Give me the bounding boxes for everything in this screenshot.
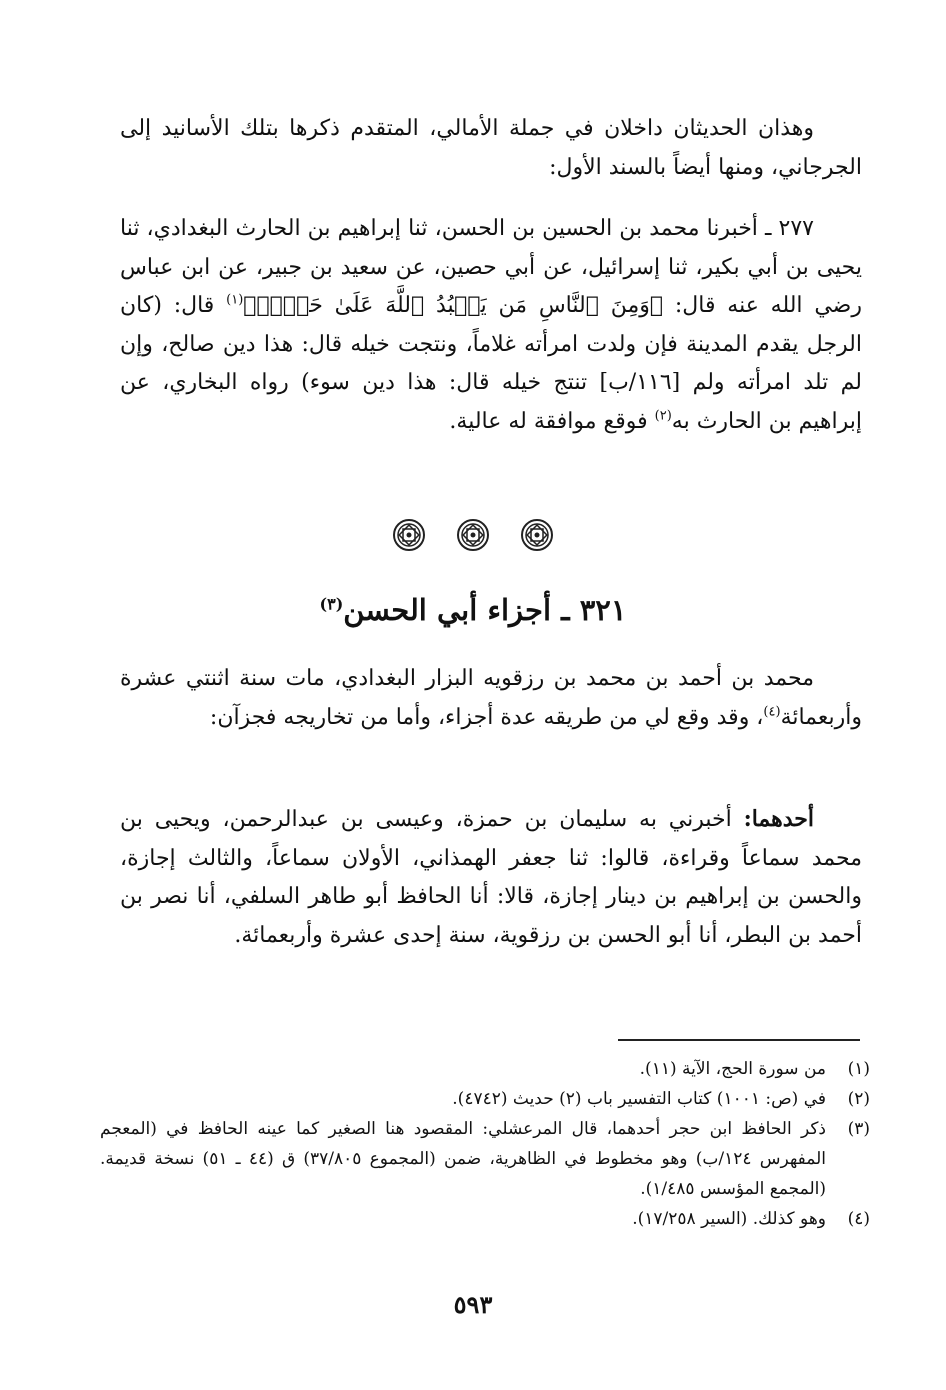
ornament-icon: [392, 518, 426, 552]
footnote-number: (٢): [847, 1089, 870, 1109]
first-part-text: أخبرني به سليمان بن حمزة، وعيسى بن عبدالرحمن، ويحيى بن محمد سماعاً وقراءة، قالوا: ثنا جعفر الهمذاني، الأولان سماعاً، والثالث إجازة، والحسن بن إبراهيم بن دينار إجازة، قالا: أنا الحافظ أبو طاهر السلفي، أنا نصر بن أحمد بن البطر، أنا أبو الحسن بن رزقوية، سنة إحدى عشرة وأربعمائة.: [120, 807, 862, 948]
footnote-ref-1[interactable]: (١): [226, 292, 244, 308]
hadith-277-text-c: فوقع موافقة له عالية.: [449, 408, 655, 434]
footnote-separator: [618, 1039, 860, 1041]
footnote-text: ذكر الحافظ ابن حجر أحدهما، قال المرعشلي: المقصود هنا الصغير كما عينه الحافظ في (المعجم المفهرس ١٢٤/ب) وهو مخطوط في الظاهرية، ضمن (المجموع ٣٧/٨٠٥) ق (٤٤ ـ ٥١) نسخة قديمة. (المجمع المؤسس ١/٤٨٥).: [100, 1119, 826, 1199]
footnote-item: [100, 1204, 870, 1234]
footnote-ref-3[interactable]: (٣): [319, 594, 344, 614]
first-part-lead: أحدهما:: [743, 806, 814, 832]
paragraph-intro-text: وهذان الحديثان داخلان في جملة الأمالي، المتقدم ذكرها بتلك الأسانيد إلى الجرجاني، ومنها أيضاً بالسند الأول:: [120, 116, 862, 180]
footnote-item: [100, 1114, 870, 1204]
biography-text-a: محمد بن أحمد بن محمد بن رزقويه البزار البغدادي، مات سنة اثنتي عشرة وأربعمائة: [120, 666, 862, 730]
section-heading-text: ٣٢١ ـ أجزاء أبي الحسن: [343, 593, 627, 627]
footnote-text: وهو كذلك. (السير ١٧/٢٥٨).: [632, 1209, 826, 1229]
footnote-item: [100, 1084, 870, 1114]
ornament-icon: [456, 518, 490, 552]
hadith-277: [120, 210, 862, 441]
ornament-icon: [520, 518, 554, 552]
biography-text-b: ، وقد وقع لي من طريقه عدة أجزاء، وأما من تخاريجه فجزآن:: [209, 704, 764, 730]
section-divider: [0, 518, 946, 552]
footnote-ref-2[interactable]: (٢): [654, 408, 672, 424]
footnote-ref-4[interactable]: (٤): [763, 704, 781, 720]
footnote-number: (٣): [847, 1119, 870, 1139]
biography-paragraph: [120, 660, 862, 737]
footnote-text: من سورة الحج، الآية (١١).: [639, 1059, 826, 1079]
first-part-paragraph: [120, 800, 862, 955]
section-heading: [0, 588, 946, 632]
footnote-text: في (ص: ١٠٠١) كتاب التفسير باب (٢) حديث (٤٧٤٢).: [452, 1089, 826, 1109]
hadith-277-text-a: ٢٧٧ ـ أخبرنا محمد بن الحسين بن الحسن، ثنا إبراهيم بن الحارث البغدادي، ثنا يحيى بن أبي بكير، ثنا إسرائيل، عن أبي حصين، عن سعيد بن جبير، عن ابن عباس رضي الله عنه قال: ﴿وَمِنَ ٱلنَّاسِ مَن يَعۡبُدُ ٱللَّهَ عَلَىٰ حَرۡفٖ﴾: [120, 216, 862, 318]
hadith-277-text-b: قال: (كان الرجل يقدم المدينة فإن ولدت امرأته غلاماً، ونتجت خيله قال: هذا دين صالح، وإن لم تلد امرأته ولم [١١٦/ب] تنتج خيله قال: هذا دين سوء) رواه البخاري، عن إبراهيم بن الحارث به: [120, 293, 862, 434]
footnote-number: (١): [847, 1059, 870, 1079]
footnote-item: [100, 1054, 870, 1084]
paragraph-intro: [120, 110, 862, 187]
footnote-number: (٤): [847, 1209, 870, 1229]
page-number: ٥٩٣: [453, 1290, 493, 1319]
footnotes: [100, 1054, 870, 1234]
